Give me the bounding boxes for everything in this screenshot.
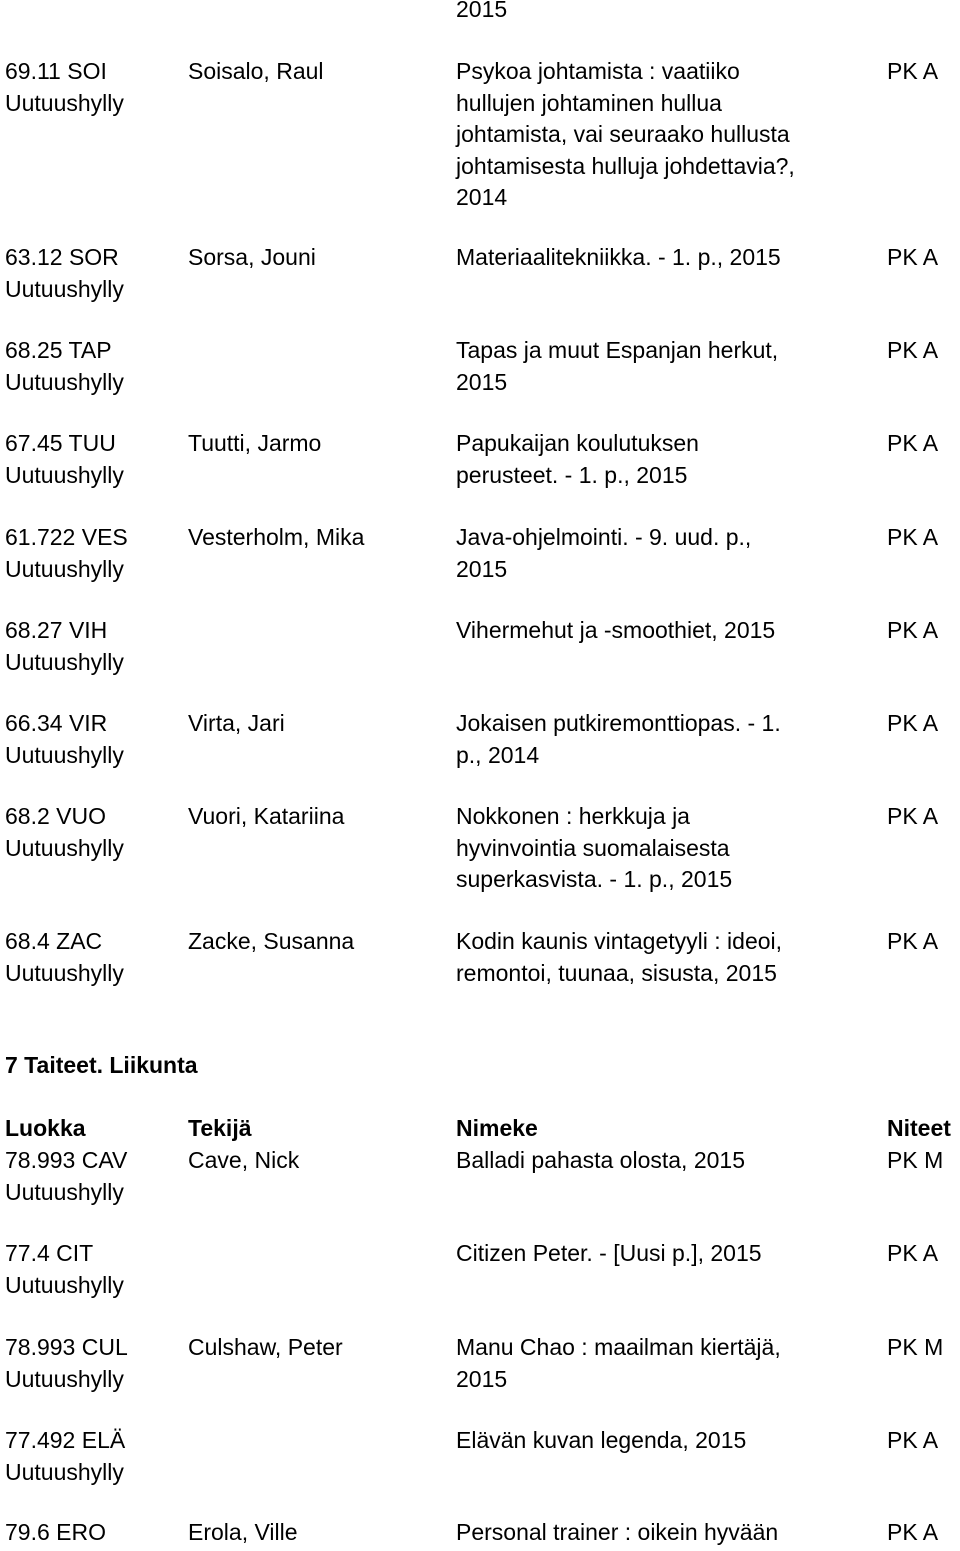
row-shelf-location: Uutuushylly: [5, 741, 124, 768]
column-header-title: Nimeke: [456, 1115, 538, 1141]
row-title-line: Psykoa johtamista : vaatiiko: [456, 58, 740, 84]
row-title-line: Citizen Peter. - [Uusi p.], 2015: [456, 1240, 762, 1266]
row-classmark: 77.492 ELÄ: [5, 1427, 126, 1453]
row-holding: PK A: [887, 1427, 939, 1453]
row-holding: PK A: [887, 710, 939, 736]
row-shelf-location: Uutuushylly: [5, 1178, 124, 1205]
row-shelf-location: Uutuushylly: [5, 368, 124, 395]
row-holding: PK A: [887, 1519, 939, 1545]
row-classmark: 61.722 VES: [5, 524, 128, 550]
row-classmark: 68.25 TAP: [5, 337, 112, 363]
row-shelf-location: Uutuushylly: [5, 959, 124, 986]
row-author: Virta, Jari: [188, 710, 285, 736]
row-holding: PK A: [887, 430, 939, 456]
row-title-line: 2014: [456, 184, 508, 210]
row-holding: PK A: [887, 928, 939, 954]
row-author: Vuori, Katariina: [188, 803, 345, 829]
row-classmark: 69.11 SOI: [5, 58, 107, 84]
row-title-line: hullujen johtaminen hullua: [456, 89, 722, 116]
row-holding: PK M: [887, 1334, 944, 1360]
row-title-line: p., 2014: [456, 741, 540, 768]
row-title-line: Personal trainer : oikein hyvään: [456, 1519, 779, 1545]
row-title-line: Nokkonen : herkkuja ja: [456, 803, 690, 829]
row-title-line: Jokaisen putkiremonttiopas. - 1.: [456, 710, 781, 736]
row-classmark: 63.12 SOR: [5, 244, 119, 270]
row-author: Sorsa, Jouni: [188, 244, 316, 270]
row-shelf-location: Uutuushylly: [5, 1458, 124, 1485]
row-title-line: Elävän kuvan legenda, 2015: [456, 1427, 747, 1453]
row-classmark: 79.6 ERO: [5, 1519, 106, 1545]
row-author: Culshaw, Peter: [188, 1334, 343, 1360]
row-title-line: 2015: [456, 555, 508, 582]
column-header-author: Tekijä: [188, 1115, 252, 1141]
column-header-classmark: Luokka: [5, 1115, 86, 1141]
row-classmark: 78.993 CAV: [5, 1147, 128, 1173]
row-title-line: 2015: [456, 1365, 508, 1392]
row-author: Soisalo, Raul: [188, 58, 324, 84]
row-shelf-location: Uutuushylly: [5, 1271, 124, 1298]
row-title-line: Materiaalitekniikka. - 1. p., 2015: [456, 244, 781, 270]
row-shelf-location: Uutuushylly: [5, 461, 124, 488]
row-author: Zacke, Susanna: [188, 928, 355, 954]
row-holding: PK A: [887, 1240, 939, 1266]
row-title-line: Papukaijan koulutuksen: [456, 430, 699, 456]
row-classmark: 68.2 VUO: [5, 803, 106, 829]
row-title-line: hyvinvointia suomalaisesta: [456, 834, 730, 861]
row-classmark: 67.45 TUU: [5, 430, 116, 456]
row-title-line: Java-ohjelmointi. - 9. uud. p.,: [456, 524, 752, 550]
row-shelf-location: Uutuushylly: [5, 275, 124, 302]
continued-title-fragment: 2015: [456, 0, 508, 22]
row-title-line: johtamisesta hulluja johdettavia?,: [456, 152, 795, 179]
column-header-holding: Niteet: [887, 1115, 951, 1141]
row-title-line: remontoi, tuunaa, sisusta, 2015: [456, 959, 777, 986]
row-classmark: 77.4 CIT: [5, 1240, 94, 1266]
row-shelf-location: Uutuushylly: [5, 834, 124, 861]
row-title-line: johtamista, vai seuraako hullusta: [456, 121, 790, 147]
row-title-line: Balladi pahasta olosta, 2015: [456, 1147, 745, 1173]
row-title-line: Tapas ja muut Espanjan herkut,: [456, 337, 779, 363]
row-holding: PK A: [887, 244, 939, 270]
row-shelf-location: Uutuushylly: [5, 1365, 124, 1392]
row-holding: PK A: [887, 524, 939, 550]
row-classmark: 78.993 CUL: [5, 1334, 128, 1360]
row-author: Tuutti, Jarmo: [188, 430, 322, 456]
row-holding: PK A: [887, 58, 939, 84]
row-holding: PK M: [887, 1147, 944, 1173]
row-title-line: Kodin kaunis vintagetyyli : ideoi,: [456, 928, 783, 954]
row-classmark: 68.4 ZAC: [5, 928, 103, 954]
row-classmark: 66.34 VIR: [5, 710, 108, 736]
row-author: Cave, Nick: [188, 1147, 300, 1173]
row-holding: PK A: [887, 617, 939, 643]
row-title-line: Vihermehut ja -smoothiet, 2015: [456, 617, 776, 643]
row-shelf-location: Uutuushylly: [5, 89, 124, 116]
row-title-line: superkasvista. - 1. p., 2015: [456, 866, 733, 892]
row-classmark: 68.27 VIH: [5, 617, 108, 643]
row-title-line: Manu Chao : maailman kiertäjä,: [456, 1334, 781, 1360]
row-author: Vesterholm, Mika: [188, 524, 365, 550]
section-heading: 7 Taiteet. Liikunta: [5, 1052, 198, 1078]
row-shelf-location: Uutuushylly: [5, 648, 124, 675]
row-title-line: 2015: [456, 368, 508, 395]
row-holding: PK A: [887, 337, 939, 363]
row-shelf-location: Uutuushylly: [5, 555, 124, 582]
row-holding: PK A: [887, 803, 939, 829]
row-author: Erola, Ville: [188, 1519, 298, 1545]
row-title-line: perusteet. - 1. p., 2015: [456, 461, 688, 488]
